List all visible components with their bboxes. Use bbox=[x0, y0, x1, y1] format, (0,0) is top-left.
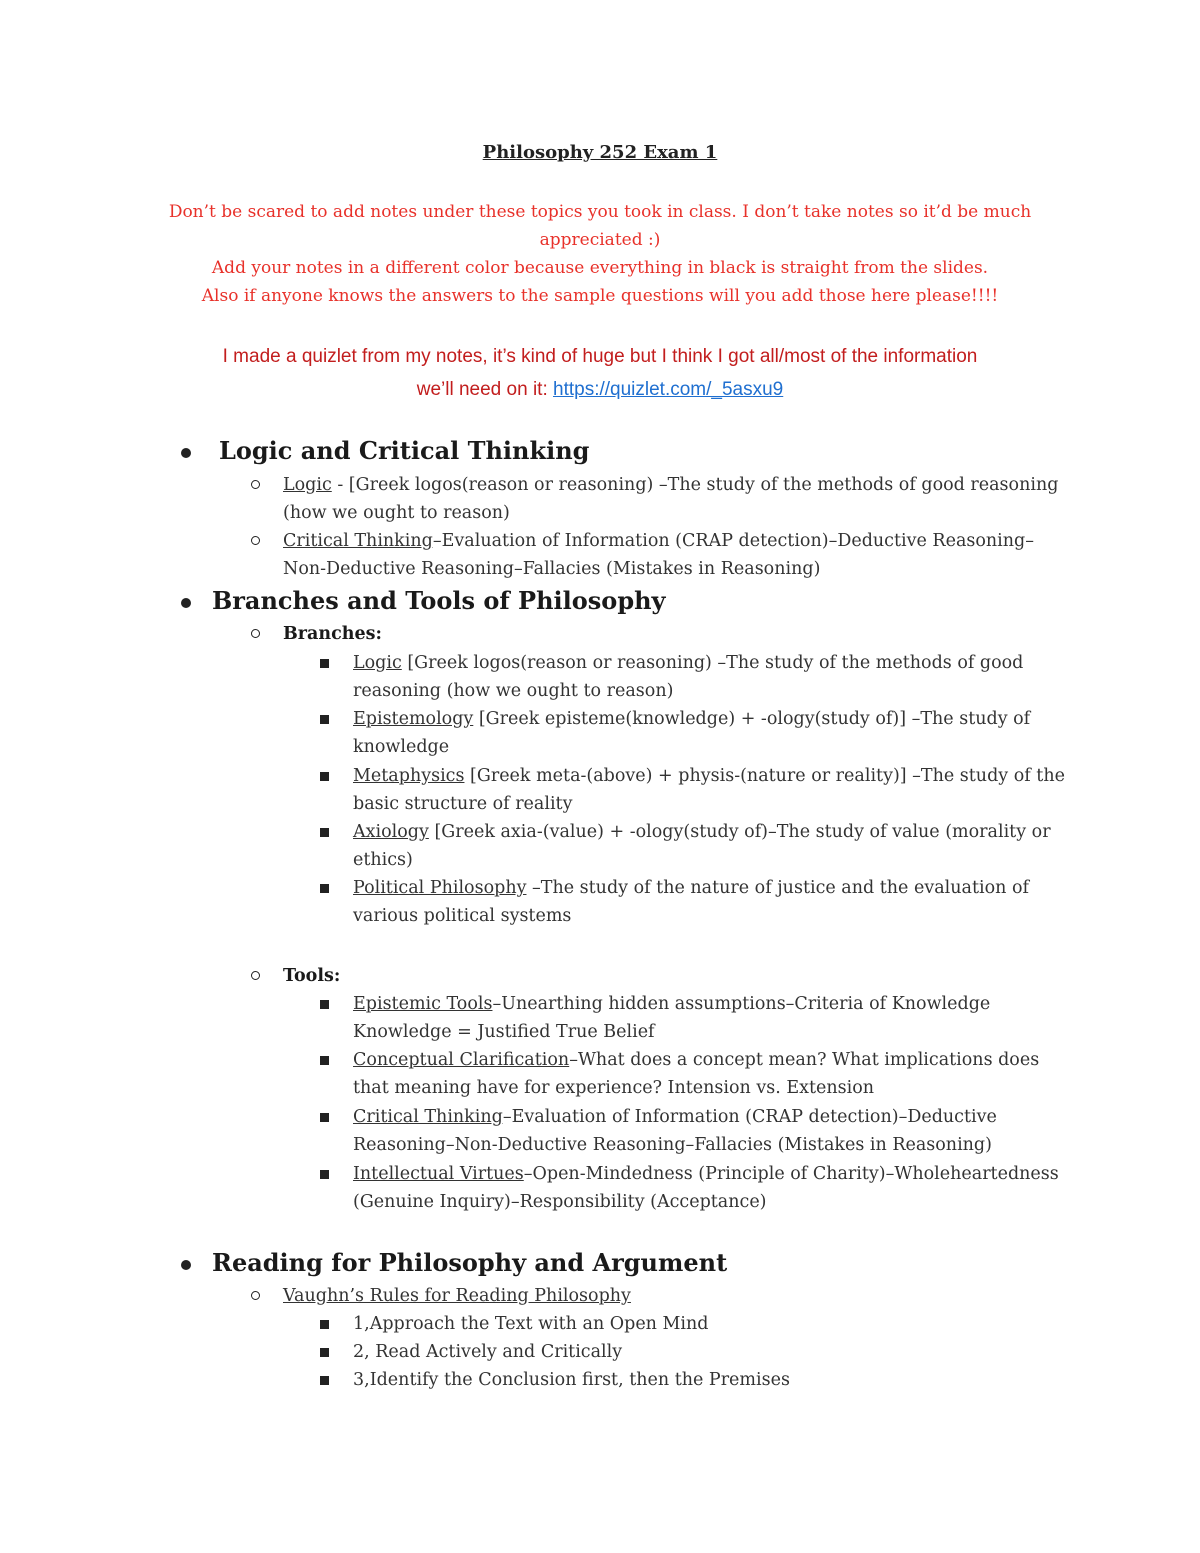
bullet-square-icon bbox=[320, 1170, 329, 1179]
tool-term: Epistemic Tools bbox=[353, 994, 493, 1014]
tool-definition-cont: Knowledge = Justified True Belief bbox=[353, 1022, 655, 1042]
section-heading-reading: Reading for Philosophy and Argument bbox=[212, 1248, 728, 1277]
bullet-disc-icon bbox=[181, 598, 191, 608]
branch-term: Political Philosophy bbox=[353, 878, 527, 898]
bullet-square-icon bbox=[320, 772, 329, 781]
section-heading-branches-tools: Branches and Tools of Philosophy bbox=[212, 586, 666, 615]
branch-item bbox=[353, 649, 1023, 677]
bullet-circle-icon bbox=[251, 536, 260, 545]
tool-definition: –What does a concept mean? What implications does bbox=[569, 1050, 1040, 1070]
bullet-square-icon bbox=[320, 1376, 329, 1385]
tool-item bbox=[353, 1103, 997, 1131]
section-heading-logic: Logic and Critical Thinking bbox=[219, 436, 590, 465]
bullet-disc-icon bbox=[181, 1260, 191, 1270]
notice-line: Add your notes in a different color because everything in black is straight from the slides. bbox=[211, 258, 989, 278]
tool-definition: –Open-Mindedness (Principle of Charity)–Wholeheartedness bbox=[523, 1164, 1059, 1184]
logic-definition-cont: (how we ought to reason) bbox=[283, 503, 510, 523]
bullet-square-icon bbox=[320, 1056, 329, 1065]
tool-item bbox=[353, 1160, 1059, 1188]
branch-item bbox=[353, 705, 1030, 733]
tool-term: Intellectual Virtues bbox=[353, 1164, 524, 1184]
bullet-square-icon bbox=[320, 1000, 329, 1009]
branch-definition-cont: ethics) bbox=[353, 850, 413, 870]
bullet-circle-icon bbox=[251, 971, 260, 980]
critical-thinking-item bbox=[283, 527, 1034, 555]
branch-definition-cont: various political systems bbox=[353, 906, 572, 926]
vaughn-rules-label: Vaughn’s Rules for Reading Philosophy bbox=[283, 1286, 631, 1306]
tools-label: Tools: bbox=[283, 966, 341, 986]
tool-item bbox=[353, 1046, 1039, 1074]
critical-thinking-definition: –Evaluation of Information (CRAP detection)–Deductive Reasoning– bbox=[432, 531, 1034, 551]
branch-definition-cont: knowledge bbox=[353, 737, 450, 757]
branch-definition: [Greek meta-(above) + physis-(nature or reality)] –The study of the bbox=[464, 766, 1065, 786]
term-logic: Logic bbox=[283, 475, 332, 495]
quizlet-link[interactable]: https://quizlet.com/_5asxu9 bbox=[553, 379, 784, 400]
tool-definition-cont: that meaning have for experience? Intension vs. Extension bbox=[353, 1078, 875, 1098]
rule-item: 3,Identify the Conclusion first, then the Premises bbox=[353, 1370, 790, 1390]
branch-item bbox=[353, 874, 1029, 902]
branch-term: Metaphysics bbox=[353, 766, 465, 786]
bullet-circle-icon bbox=[251, 1291, 260, 1300]
bullet-circle-icon bbox=[251, 480, 260, 489]
logic-item bbox=[283, 471, 1058, 499]
logic-definition: - [Greek logos(reason or reasoning) –The study of the methods of good reasoning bbox=[331, 475, 1059, 495]
branch-definition-cont: basic structure of reality bbox=[353, 794, 573, 814]
tool-definition-cont: (Genuine Inquiry)–Responsibility (Acceptance) bbox=[353, 1192, 767, 1212]
notice-line: Don’t be scared to add notes under these topics you took in class. I don’t take notes so it’d be much bbox=[168, 202, 1032, 222]
quizlet-line-2-text: we’ll need on it: bbox=[416, 379, 553, 400]
bullet-square-icon bbox=[320, 1348, 329, 1357]
bullet-square-icon bbox=[320, 828, 329, 837]
rule-item: 1,Approach the Text with an Open Mind bbox=[353, 1314, 709, 1334]
bullet-square-icon bbox=[320, 659, 329, 668]
tool-definition: –Unearthing hidden assumptions–Criteria of Knowledge bbox=[492, 994, 991, 1014]
quizlet-line-1: I made a quizlet from my notes, it’s kind of huge but I think I got all/most of the information bbox=[222, 346, 978, 367]
branch-definition-cont: reasoning (how we ought to reason) bbox=[353, 681, 674, 701]
tool-definition: –Evaluation of Information (CRAP detection)–Deductive bbox=[502, 1107, 997, 1127]
bullet-circle-icon bbox=[251, 629, 260, 638]
branch-item bbox=[353, 818, 1051, 846]
bullet-square-icon bbox=[320, 884, 329, 893]
tool-item bbox=[353, 990, 990, 1018]
notice-line: Also if anyone knows the answers to the sample questions will you add those here please!!!! bbox=[201, 286, 999, 306]
branch-definition: [Greek episteme(knowledge) + -ology(study of)] –The study of bbox=[473, 709, 1031, 729]
document-title: Philosophy 252 Exam 1 bbox=[482, 142, 718, 163]
branch-term: Axiology bbox=[353, 822, 429, 842]
bullet-square-icon bbox=[320, 1113, 329, 1122]
bullet-disc-icon bbox=[181, 448, 191, 458]
tool-term: Conceptual Clarification bbox=[353, 1050, 570, 1070]
branches-label: Branches: bbox=[283, 624, 382, 644]
branch-term: Logic bbox=[353, 653, 402, 673]
tool-definition-cont: Reasoning–Non-Deductive Reasoning–Fallacies (Mistakes in Reasoning) bbox=[353, 1135, 992, 1155]
branch-definition: [Greek logos(reason or reasoning) –The study of the methods of good bbox=[401, 653, 1024, 673]
branch-term: Epistemology bbox=[353, 709, 474, 729]
branch-definition: –The study of the nature of justice and the evaluation of bbox=[526, 878, 1029, 898]
term-critical-thinking: Critical Thinking bbox=[283, 531, 433, 551]
notice-block bbox=[160, 198, 1040, 310]
critical-thinking-definition-cont: Non-Deductive Reasoning–Fallacies (Mistakes in Reasoning) bbox=[283, 559, 821, 579]
quizlet-note bbox=[140, 340, 1060, 406]
rule-item: 2, Read Actively and Critically bbox=[353, 1342, 623, 1362]
branch-item bbox=[353, 762, 1065, 790]
notice-line: appreciated :) bbox=[539, 230, 661, 250]
bullet-square-icon bbox=[320, 715, 329, 724]
tool-term: Critical Thinking bbox=[353, 1107, 503, 1127]
bullet-square-icon bbox=[320, 1320, 329, 1329]
branch-definition: [Greek axia-(value) + -ology(study of)–The study of value (morality or bbox=[428, 822, 1051, 842]
quizlet-line-2 bbox=[140, 373, 1060, 406]
